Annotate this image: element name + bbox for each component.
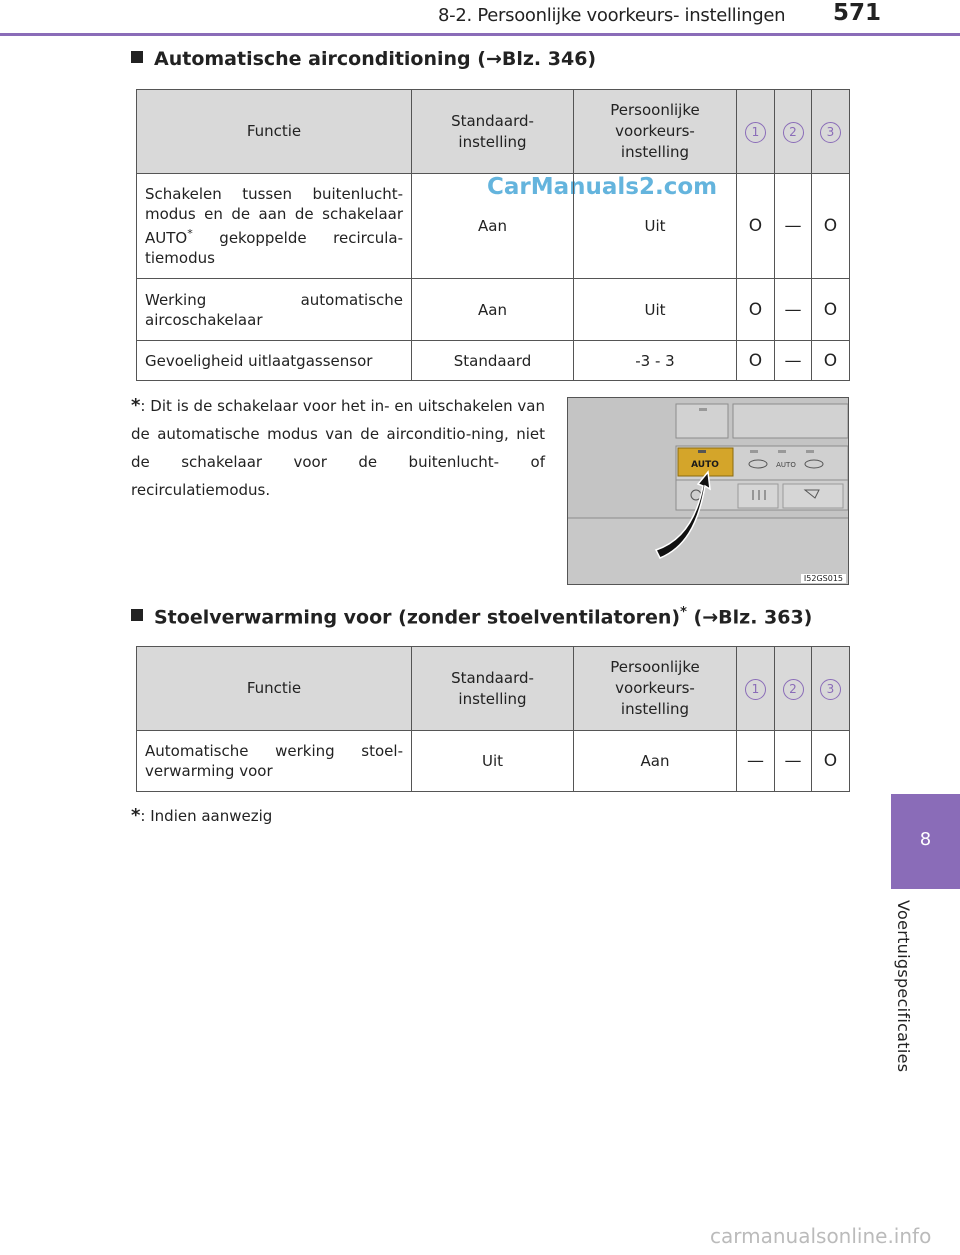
row-col1: — bbox=[737, 731, 775, 792]
header-col2 bbox=[775, 647, 812, 731]
footnote-text: : Dit is de schakelaar voor het in- en uitschakelen van de automatische modus van de airconditio-ning, niet de schakelaar voor de buitenlucht- of recirculatiemodus. bbox=[131, 397, 545, 499]
header-default: Standaard-instelling bbox=[412, 647, 574, 731]
auto-button-label: AUTO bbox=[691, 460, 719, 470]
row-custom: -3 - 3 bbox=[574, 341, 737, 381]
header-col1 bbox=[737, 90, 775, 174]
header-custom: Persoonlijke voorkeurs-instelling bbox=[574, 647, 737, 731]
circled-1-icon: 1 bbox=[745, 679, 766, 700]
row-col1: O bbox=[737, 279, 775, 341]
circled-3-icon: 3 bbox=[820, 679, 841, 700]
circled-1-icon: 1 bbox=[745, 122, 766, 143]
header-col2 bbox=[775, 90, 812, 174]
watermark: carmanualsonline.info bbox=[710, 1224, 932, 1248]
table-row bbox=[137, 279, 850, 341]
row-col3: O bbox=[812, 279, 850, 341]
header-custom: Persoonlijke voorkeurs-instelling bbox=[574, 90, 737, 174]
row-default: Aan bbox=[412, 174, 574, 279]
row-col2: — bbox=[775, 341, 812, 381]
auto-small-label: AUTO bbox=[776, 461, 796, 469]
row-default: Aan bbox=[412, 279, 574, 341]
page-number: 571 bbox=[833, 0, 882, 26]
section-heading-airco bbox=[131, 48, 596, 70]
section-heading-text: Stoelverwarming voor (zonder stoelventilatoren) bbox=[154, 606, 681, 629]
table-row bbox=[137, 341, 850, 381]
circled-3-icon: 3 bbox=[820, 122, 841, 143]
climate-panel-figure bbox=[567, 397, 849, 585]
row-custom: Uit bbox=[574, 174, 737, 279]
chapter-number: 8 bbox=[919, 829, 932, 850]
figure-code: I52GS015 bbox=[801, 574, 846, 583]
row-col1: O bbox=[737, 341, 775, 381]
page-header bbox=[0, 0, 960, 36]
row-function: Gevoeligheid uitlaatgassensor bbox=[137, 341, 412, 381]
row-col2: — bbox=[775, 279, 812, 341]
section-heading-sup: * bbox=[680, 605, 687, 620]
row-function: Automatische werking stoel-verwarming voor bbox=[137, 731, 412, 792]
row-col2: — bbox=[775, 731, 812, 792]
header-rule bbox=[0, 33, 960, 36]
table-row bbox=[137, 731, 850, 792]
row-function: Schakelen tussen buitenlucht-modus en de aan de schakelaar AUTO* gekoppelde recircula-tiemodus bbox=[137, 174, 412, 279]
row-default: Standaard bbox=[412, 341, 574, 381]
footnote-star: * bbox=[131, 805, 141, 826]
header-col3 bbox=[812, 90, 850, 174]
row-default: Uit bbox=[412, 731, 574, 792]
chapter-label: Voertuigspecificaties bbox=[894, 900, 913, 1073]
row-custom: Uit bbox=[574, 279, 737, 341]
settings-table-airco bbox=[136, 89, 850, 381]
footnote-text: : Indien aanwezig bbox=[140, 807, 273, 825]
section-heading-ref: (→Blz. 363) bbox=[686, 606, 813, 629]
footnote-star: * bbox=[131, 395, 141, 416]
header-col3 bbox=[812, 647, 850, 731]
table-header-row bbox=[137, 90, 850, 174]
chapter-label-container bbox=[894, 900, 918, 1090]
settings-table-seat bbox=[136, 646, 850, 792]
square-bullet-icon bbox=[131, 609, 143, 621]
section-heading-text: Automatische airconditioning (→Blz. 346) bbox=[154, 48, 597, 70]
circled-2-icon: 2 bbox=[783, 122, 804, 143]
circled-2-icon: 2 bbox=[783, 679, 804, 700]
row-function: Werking automatische aircoschakelaar bbox=[137, 279, 412, 341]
section-heading-seat bbox=[131, 605, 812, 628]
row-col3: O bbox=[812, 341, 850, 381]
header-title: 8-2. Persoonlijke voorkeurs- instellingen bbox=[438, 5, 786, 26]
footnote-airco bbox=[131, 392, 545, 504]
footnote-seat bbox=[131, 802, 272, 830]
table-row bbox=[137, 174, 850, 279]
row-col1: O bbox=[737, 174, 775, 279]
row-custom: Aan bbox=[574, 731, 737, 792]
header-function: Functie bbox=[137, 90, 412, 174]
square-bullet-icon bbox=[131, 51, 143, 63]
row-col2: — bbox=[775, 174, 812, 279]
table-header-row bbox=[137, 647, 850, 731]
chapter-tab bbox=[891, 794, 960, 889]
header-default: Standaard-instelling bbox=[412, 90, 574, 174]
row-col3: O bbox=[812, 174, 850, 279]
watermark: CarManuals2.com bbox=[487, 174, 718, 200]
row-col3: O bbox=[812, 731, 850, 792]
header-function: Functie bbox=[137, 647, 412, 731]
climate-panel-illustration bbox=[568, 398, 848, 584]
header-col1 bbox=[737, 647, 775, 731]
